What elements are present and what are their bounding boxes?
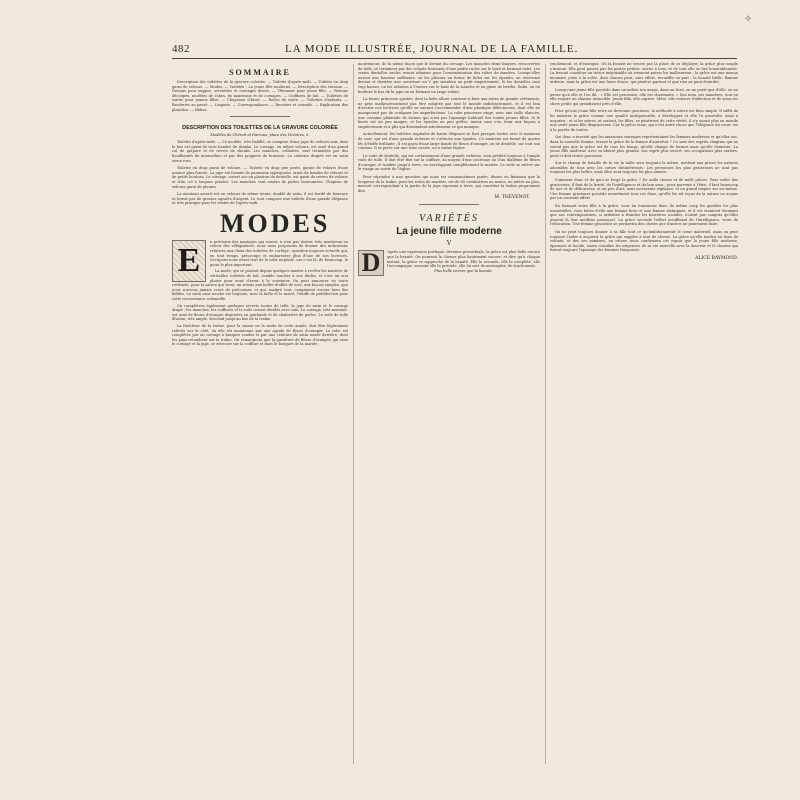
column-3 xyxy=(550,62,738,767)
toilette-2-text: Toilette en drap garni de velours. — Toilette en drap gris perle, garnie de velours d'une nuance plus foncée. La jupe est formée de panneaux superposés, ornés de bandes de velours et de petits boutons. Le corsage, ouvert sur un plastron de dentelle, est garni de revers de velours et d'un col à longues pointes. Les manches sont ornées de pattes boutonnées. Chapeau de velours garni de plumes. xyxy=(172,166,348,189)
corner-mark: ✧ xyxy=(744,14,753,25)
column-separator xyxy=(353,64,354,764)
col2-text-3: Actuellement, les toilettes nuptiales de haute élégance se font presque toutes avec le manteau de cour, qui est d'une grande richesse et s'attache aux épaules. Ce manteau est formé de quatre lés d'étoffe brillante ; il est garni d'une large bande de fleurs d'oranger, ou de dentelle, sur tout son contour. Il se porte sur une robe courte, ou à traîne légère. xyxy=(358,132,540,151)
col2-text-4: Le voile de dentelle, qui est certainement d'une grande richesse, sera préféré toujours à l'ample voile de tulle. Il doit être fixé sur la coiffure, au moyen d'une couronne ou d'un diadème de fleurs d'oranger, et tomber jusqu'à terre, en enveloppant complètement la mariée. Le voile se relève sur le visage au sortir de l'église. xyxy=(358,153,540,172)
signature-thevenot: M. THÉVENOT. xyxy=(494,195,530,201)
col2-text-5: Pour répondre à une question qui nous est communément posée, disons en finissant que la longueur de la traîne, pour les robes de mariées, est de 60 centimètres au moins, un mètre au plus, mesuré correspondant à la partie de la jupe reposant à terre, qui constitue la traîne proprement dite. xyxy=(358,175,540,193)
col3-text-2: Lorsqu'une jeune fille possède dans un milieu son usage, dans un livre, on ne parle que d'elle, on ne pense qu'à elle et l'on dit : « Elle est gracieuse, elle est charmante. » Son nom, ses manières, tout en elle respire un charme invincible. Jeune fille, elle captive. Mère, elle entoure d'affection et de soins les chers petits qui grandissent près d'elle. xyxy=(550,87,738,106)
modes-text-4: La fraîcheur de la traîne, pour la saison ou la mode de cette année, doit être légèrement relevée sur le côté, où elle est maintenue par une agrafe de fleurs d'oranger. La robe est complétée par un corsage à basques rondes et par une ceinture de satin nouée derrière, dont les pans retombent sur la traîne. On remarquera que la garniture de fleurs d'oranger, qui orne le corsage et la jupe, se retrouve sur la coiffure et dans le bouquet de la mariée. xyxy=(172,323,348,347)
col2-text-2: La forme princesse ajustée, dont la belle allure convient si bien aux robes de grande cérémonie, ne peut malheureusement pas être adoptée par tout le monde indistinctement, et il est bon d'avertir nos lectrices qu'elle ne saurait s'accommoder d'une plastique défectueuse, dont elle ne manquerait pas de souligner les imperfections. La robe princesse exige, avec une taille élancée, une certaine plénitude de formes qui n'est pas l'apanage habituel des toutes jeunes filles. Si le buste est un peu maigre, et les épaules un peu grêles, mieux vaut s'en tenir aux façons à empiècement et à plis qui dissimulent adroitement ce qui manque. xyxy=(358,97,540,129)
sommaire-title: SOMMAIRE xyxy=(229,68,291,77)
drop-cap-d: D xyxy=(358,250,384,276)
epigraph: Plus belle encore que la beauté. xyxy=(434,268,493,273)
col3-text-5: Sur le champ de bataille de la vie la taille sera toujours la même, mettant aux prises les natures adorables de tous avec les cœurs désintéressés. Les personnes les plus gracieuses ne sont pas toujours les plus belles, mais elles sont toujours les plus aimées. xyxy=(550,161,738,175)
header-rule xyxy=(172,58,737,59)
toilette-3-text: La manteau assorti est en velours de même teinte, doublé de satin, il est bordé de fourrure et fermé par de grosses agrafes d'argent. Le tout compose une toilette d'une grande élégance et très pratique pour les visites de l'après-midi. xyxy=(172,192,348,206)
article-title: La jeune fille moderne xyxy=(396,226,502,238)
page-number: 482 xyxy=(172,43,190,55)
col3-text-4: Qui donc a inventé que les amazones sauvages représentaient les femmes modernes et qu'elles ont, dans la nouvelle femme, écrasé la grâce de la femme d'autrefois ? Ce sont des esprits chagrins qui ne voient pas que la grâce est de tous les temps, qu'elle change de formes mais qu'elle demeure. La jeune fille moderne, avec sa liberté plus grande, son esprit plus ouvert, ses occupations plus variées, peut et doit rester gracieuse. xyxy=(550,135,738,158)
section-number: V xyxy=(446,240,452,248)
toilette-1-text: Toilette d'après-midi. — Ce modèle, très habillé, se compose d'une jupe de velours noir, dont le bas est garni de trois bandes de skunks. Le corsage, en même velours, est orné d'un grand col de guipure et de revers de skunks. Les manches, collantes, sont terminées par des bouillonnés de mousseline et par des poignets de fourrure. La ceinture drapée est en satin vieux rose. xyxy=(172,140,348,163)
section-rule xyxy=(419,204,479,205)
col2-text-6: 'après une expression poétique, devenue proverbiale, la grâce est plus belle encore que la beauté. On pourrait la classer plus hautement encore, et dire qu'à chaque instant, la grâce se rapproche de la beauté. Elle la seconde, elle la complète, elle l'accompagne, souvent elle la précède, elle lui sert de messagère, de truchement. xyxy=(387,250,540,269)
col3-text-3: Pour qu'une jeune fille reste ou devienne gracieuse, la méthode à suivre est bien simple. Il suffit de lui montrer la grâce comme une qualité indispensable, à développer et elle l'a possédée, ainsi à acquérir ; et si les mères, et surtout, les filles, se pénètrent de cette vérité, il n'y aurait plus au monde une seule jeune fille disgracieuse. Car la grâce vraie, qui n'est autre chose que l'élégance du cœur, est à la portée de toutes. xyxy=(550,109,738,132)
col3-text-8: On ne peut toujours donner à sa fille tout ce qu'ambitionnerait le cœur maternel, mais on peut toujours l'aider à acquérir la grâce qui supplée à tant de choses. La grâce qu'elle mettra en dons de volonté, et des ses nombres, en retour, nous confirmera cet espoir que la jeune fille moderne, épanouie et lucide, saura concilier les exigences de sa vie nouvelle avec la douceur et le charme qui furent toujours l'apanage des femmes françaises. xyxy=(550,230,738,253)
col2-text-1: mouvement, de la même façon que le devant du corsage. Les manches demi-longues, recouvertes de tulle, se terminent par des volants festonnés d'une petite ruche sur le bord et formant valet. Les vraies dentelles seules seront admises pour l'ornementation des robes de mariées. Lorsqu'elles auront une hauteur suffisante, on les plissera en forme de fichu sur les épaules, en réservant devant et derrière une ouverture en V qui simulera un petit empiècement. Si les dentelles sont trop basses, on les rabattra à l'envers sur le haut de la manche et en guise de berthe. Enfin, on en bordera le bas de la jupe en en formant un large volant. xyxy=(358,62,540,94)
sommaire-text: Description des toilettes de la gravure coloriée. — Toilette d'après-midi. — Toilette en drap garni de velours. — Modes. — Variétés : La jeune fille moderne. — Description des travaux. — Dessins pour nappes, serviettes et ouvrages divers. — Vêtement pour jeune fille. — Patrons découpés, modèles de robes, de manteaux et de corsages. — Coiffures de bal. — Toilettes de soirée pour jeunes filles. — Chapeaux d'hiver. — Robes de visite. — Toilettes d'enfants. — Broderies au passé. — Lingerie. — Correspondance. — Recettes et conseils. — Explication des planches. — Rébus. xyxy=(172,80,348,112)
varietes-heading: VARIÉTÉS xyxy=(419,213,479,225)
col3-text-6: Comment donc et de quoi se forge la grâce ? De mille choses et de mille pièces. Pour voiler des gracieuses, il faut de la bonté, de l'intelligence et du bon sens ; pour parvenir à l'être, il faut beaucoup de tact et de délicatesse, et un peu d'art, sans incessante vigilance, et un grand empire sur soi-même. Une femme gracieuse possède assurément tous ces dons, qu'elle les ait reçus de la nature ou acquis par un constant effort. xyxy=(550,178,738,201)
modes-text-1: n prévision des mariages qui seront, à n'en pas douter, très nombreux au retour des villégiatures, nous nous proposons de donner des indications relatives aux choix des toilettes de cortège : question toujours actuelle qui, en tout temps, préoccupe et embarrasse plus d'une de nos lectrices. Occupons-nous avant tout de la robe nuptiale, car c'est là, de beaucoup, le point le plus important. xyxy=(210,239,348,267)
column-1 xyxy=(172,64,348,769)
section-rule xyxy=(230,116,290,117)
journal-title: LA MODE ILLUSTRÉE, JOURNAL DE LA FAMILLE. xyxy=(285,43,579,55)
column-2 xyxy=(358,62,540,767)
col3-text-1: truchement, et d'enseigne. Où la beauté ne trouve pas la place de se déployer, la grâce plus souple s'insinue. Elle peut passer par les portes petites, ouvrir à tous, et de tout elle se tire honorablement. La beauté constitue un trésor inépuisable où viennent puiser les malheureux ; la grâce est une menue monnaie, jetée à la volée, dont chacun peut, sans effort, recueillir sa part ; la beauté brille, flamme ardente, mais la grâce est une lueur douce, qui pénètre partout et que rien ne peut éteindre. xyxy=(550,62,738,85)
description-caption: Modèles de Chéruit et Darroux, place des Victoires, 5. xyxy=(210,133,310,138)
drop-cap-e: E xyxy=(172,240,206,282)
column-separator xyxy=(545,64,546,764)
modes-text-2: La mode, qui se plaisait depuis quelques années à revêtir les mariées de véritables toilettes de bal, semble toucher à son déclin, et c'est un vrai plaisir pour nous d'avoir à le constater. On peut annoncer en toute certitude, pour la saison qui vient, un retour aux belles étoffes de soie, aux façons simples, que nous n'avions jamais cessé de préconiser, et qui, malgré tout, comptaient encore bien des fidèles. Le satin sans touche est toujours, avec la faille et le moiré, l'étoffe de prédilection pour cette circonstance solennelle. xyxy=(172,269,348,301)
description-title: DESCRIPTION DES TOILETTES DE LA GRAVURE COLORIÉE xyxy=(182,125,338,132)
signature-raymond: ALICE RAYMOND. xyxy=(695,255,738,261)
col3-text-7: En formant votre fille à la grâce, vous lui fournissez donc du même coup les qualités les plus essentielles, vous faites d'elle une femme forte et une femme distinguée, et il est vraiment étonnant que nos contemporaines, si ardentes à franchir les barrières sociales, n'aient pas compris qu'elles avaient là leur meilleur passeport. La grâce seconde l'effort insuffisant de l'intelligence, voire de l'éducation. Une femme gracieuse se permettra des choses que d'autres ne pourraient faire. xyxy=(550,204,738,227)
modes-title: MODES xyxy=(220,208,331,238)
modes-text-3: On complétera également quelques secrets toutes de tulle, la jupe de satin et le corsage drapé ; les manches, les coiffures et le voile seront décidés avec soin. Le corsage, très montant, est orné de fleurs d'oranger disposées en guirlande et de chaînettes de perles. Le voile de tulle illusion, très ample, descend jusqu'au bas de la traîne. xyxy=(172,303,348,322)
